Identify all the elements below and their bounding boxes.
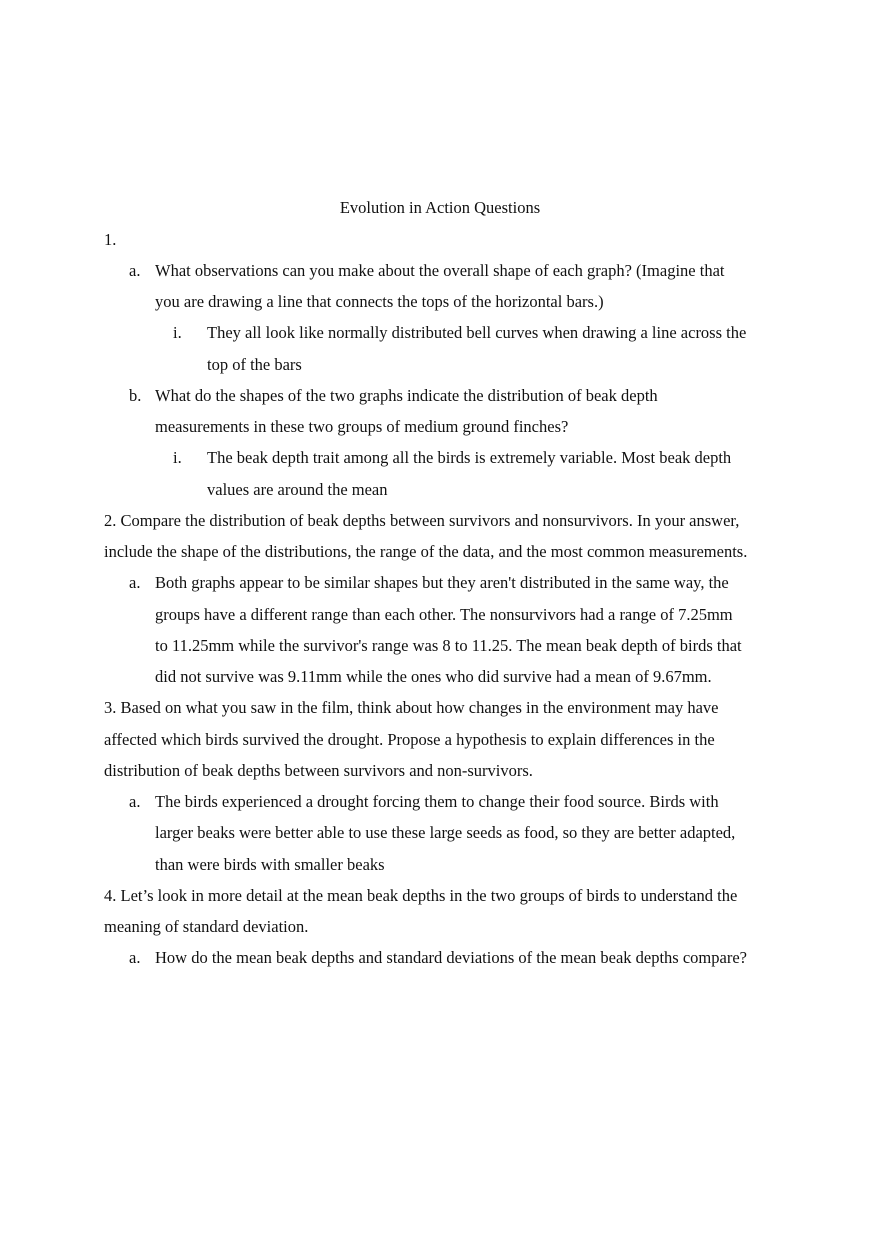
q1-b-i-line-1: The beak depth trait among all the birds is extremely variable. Most beak depth [207,448,732,467]
q1-a-line-1: What observations can you make about the overall shape of each graph? (Imagine that [155,261,725,280]
q2-a-line-4: did not survive was 9.11mm while the ones who did survive had a mean of 9.67mm. [155,667,712,686]
q1-a-i-line-1: They all look like normally distributed bell curves when drawing a line across the [207,323,747,342]
q2-a-line-1: Both graphs appear to be similar shapes but they aren't distributed in the same way, the [155,573,729,592]
q3-a-line-3: than were birds with smaller beaks [155,855,385,874]
q1-b-line-1: What do the shapes of the two graphs indicate the distribution of beak depth [155,386,658,405]
q3-line-2: affected which birds survived the drought. Propose a hypothesis to explain differences in the [104,730,715,749]
q2-a-marker: a. [129,573,141,592]
q1-a-line-2: you are drawing a line that connects the tops of the horizontal bars.) [155,292,604,311]
q1-number: 1. [104,230,117,249]
q2-line-1: 2. Compare the distribution of beak depths between survivors and nonsurvivors. In your answer, [104,511,740,530]
q2-a-line-2: groups have a different range than each other. The nonsurvivors had a range of 7.25mm [155,605,733,624]
q3-a-line-2: larger beaks were better able to use these large seeds as food, so they are better adapted, [155,823,736,842]
q4-line-2: meaning of standard deviation. [104,917,309,936]
q3-a-line-1: The birds experienced a drought forcing them to change their food source. Birds with [155,792,719,811]
q3-a-marker: a. [129,792,141,811]
q4-a-line-1: How do the mean beak depths and standard deviations of the mean beak depths compare? [155,948,747,967]
q3-line-3: distribution of beak depths between survivors and non-survivors. [104,761,533,780]
q1-b-line-2: measurements in these two groups of medium ground finches? [155,417,569,436]
q1-a-i-line-2: top of the bars [207,355,302,374]
q1-a-i-marker: i. [173,323,182,342]
q1-b-marker: b. [129,386,142,405]
q1-b-i-marker: i. [173,448,182,467]
q1-a-marker: a. [129,261,141,280]
page-title: Evolution in Action Questions [339,198,541,217]
q4-a-marker: a. [129,948,141,967]
q3-line-1: 3. Based on what you saw in the film, think about how changes in the environment may have [104,698,719,717]
q1-b-i-line-2: values are around the mean [207,480,388,499]
q2-a-line-3: to 11.25mm while the survivor's range was 8 to 11.25. The mean beak depth of birds that [155,636,742,655]
q4-line-1: 4. Let’s look in more detail at the mean beak depths in the two groups of birds to understand the [104,886,738,905]
q2-line-2: include the shape of the distributions, the range of the data, and the most common measurements. [104,542,748,561]
